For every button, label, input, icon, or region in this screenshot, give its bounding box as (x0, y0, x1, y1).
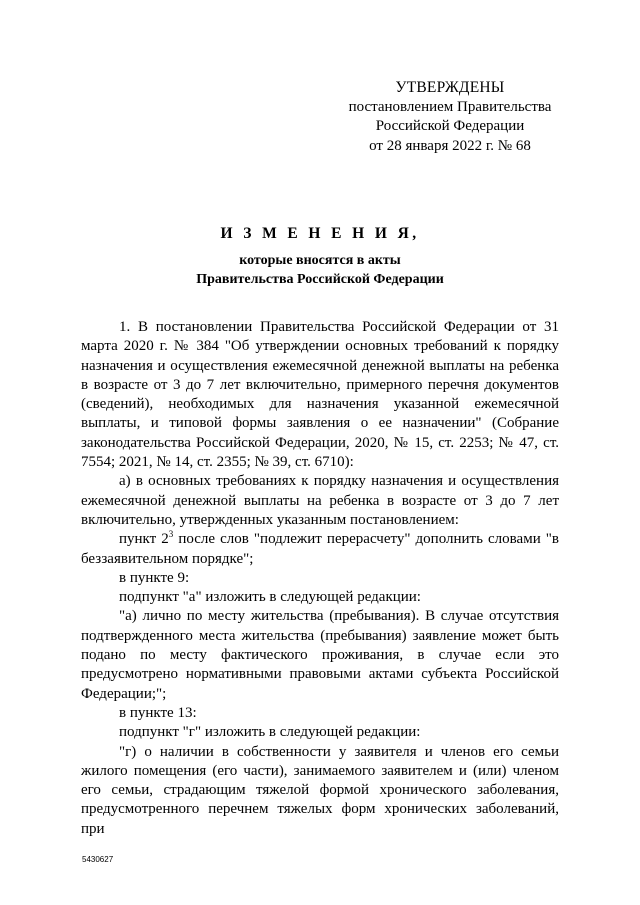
paragraph: подпункт "г" изложить в следующей редакции: (119, 724, 421, 741)
paragraph: в пункте 9: (119, 569, 190, 586)
document-code: 5430627 (82, 855, 114, 864)
document-subtitle (80, 251, 560, 289)
superscript: 3 (168, 529, 174, 540)
text-run: пункт 2 (119, 531, 169, 548)
paragraph: в пункте 13: (119, 704, 197, 721)
subtitle-line: Правительства Российской Федерации (196, 272, 444, 287)
approval-line: постановлением Правительства (348, 98, 552, 115)
approval-line: Российской Федерации (375, 118, 525, 134)
paragraph: а) в основных требованиях к порядку назначения и осуществления ежемесячной денежной выплаты на ребенка в возрасте от 3 до 7 лет включительно, утвержденных указанным постановлением: (81, 473, 559, 528)
approval-date-number: от 28 января 2022 г. № 68 (369, 137, 531, 154)
paragraph: подпункт "а" изложить в следующей редакции: (119, 589, 421, 606)
text-run: после слов "подлежит перерасчету" дополнить словами "в беззаявительном порядке"; (81, 531, 560, 567)
document-heading (80, 224, 560, 289)
document-title: И З М Е Н Е Н И Я, (220, 225, 420, 242)
approval-title: УТВЕРЖДЕНЫ (395, 79, 505, 96)
approval-stamp (330, 78, 570, 156)
paragraph: "а) лично по месту жительства (пребывания). В случае отсутствия подтвержденного места жительства (пребывания) заявление может быть подано по месту фактического проживания, в случае если это предусмотрено нормативными правовыми актами субъекта Российской Федерации;"; (81, 608, 559, 702)
paragraph (81, 530, 559, 569)
paragraph: 1. В постановлении Правительства Российской Федерации от 31 марта 2020 г. № 384 "Об утверждении основных требований к порядку назначения и осуществления ежемесячной денежной выплаты на ребенка в возрасте от 3 до 7 лет включительно, примерного перечня документов (сведений), необходимых для назначения указанной ежемесячной выплаты, и типовой формы заявления о ее назначении" (Собрание законодательства Российской Федерации, 2020, № 15, ст. 2253; № 47, ст. 7554; 2021, № 14, ст. 2355; № 39, ст. 6710): (81, 319, 559, 471)
document-body (81, 318, 559, 839)
paragraph: "г) о наличии в собственности у заявителя и членов его семьи жилого помещения (его части), занимаемого заявителем и (или) членом его семьи, страдающим тяжелой формой хронического заболевания, предусмотренного перечнем тяжелых форм хронических заболеваний, при (81, 743, 559, 837)
subtitle-line: которые вносятся в акты (239, 253, 401, 268)
